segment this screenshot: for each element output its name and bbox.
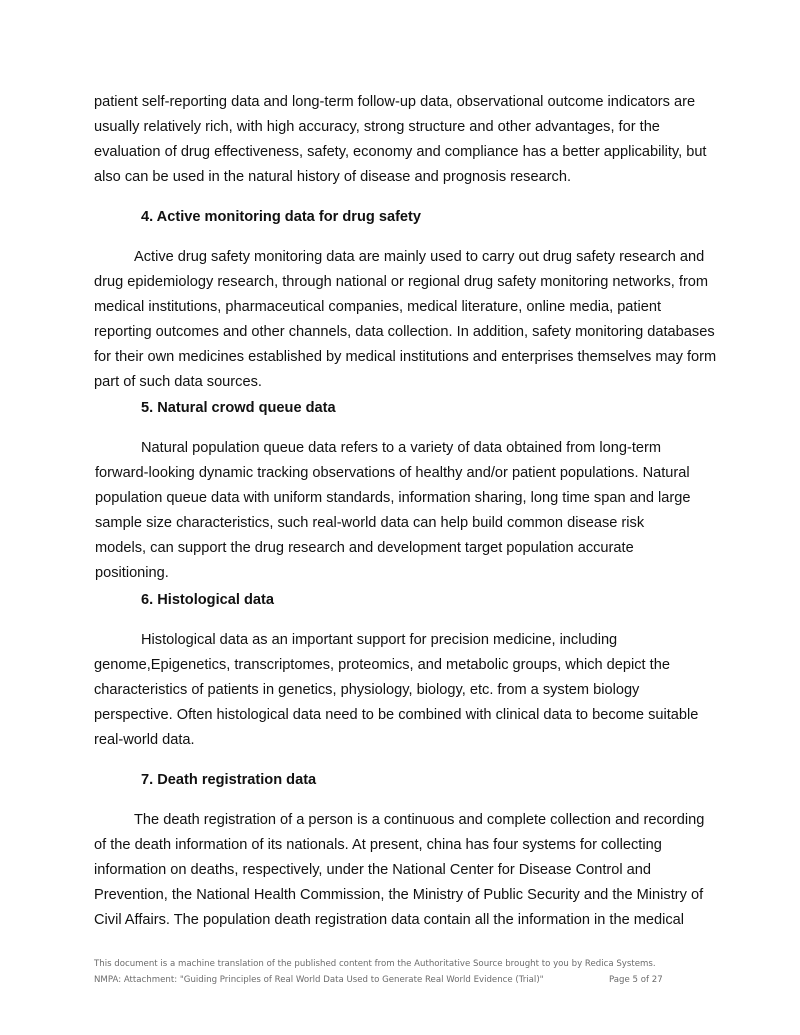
paragraph-line: characteristics of patients in genetics, physiology, biology, etc. from a system biology [94, 682, 640, 698]
section-heading-5: 5. Natural crowd queue data [141, 400, 336, 416]
paragraph-line: part of such data sources. [94, 374, 262, 390]
paragraph-line: for their own medicines established by medical institutions and enterprises themselves may form [94, 349, 717, 365]
section-heading-7: 7. Death registration data [141, 772, 317, 788]
paragraph-line: The death registration of a person is a continuous and complete collection and recording [134, 812, 705, 828]
footer-page-number: Page 5 of 27 [609, 975, 663, 985]
paragraph-line: positioning. [95, 565, 169, 581]
paragraph-line: models, can support the drug research and development target population accurate [95, 540, 634, 556]
paragraph-line: Natural population queue data refers to a variety of data obtained from long-term [141, 440, 662, 456]
paragraph-line: usually relatively rich, with high accuracy, strong structure and other advantages, for the [94, 119, 660, 135]
paragraph-line: population queue data with uniform standards, information sharing, long time span and large [95, 490, 691, 506]
paragraph-line: also can be used in the natural history of disease and prognosis research. [94, 169, 572, 185]
paragraph-line: evaluation of drug effectiveness, safety, economy and compliance has a better applicability, but [94, 144, 707, 160]
paragraph-line: Active drug safety monitoring data are mainly used to carry out drug safety research and [134, 249, 705, 265]
paragraph-line: sample size characteristics, such real-world data can help build common disease risk [95, 515, 645, 531]
paragraph-line: Histological data as an important support for precision medicine, including [141, 632, 618, 648]
paragraph-line: medical institutions, pharmaceutical companies, medical literature, online media, patient [94, 299, 662, 315]
paragraph-line: forward-looking dynamic tracking observations of healthy and/or patient populations. Natural [95, 465, 690, 481]
paragraph-line: Civil Affairs. The population death registration data contain all the information in the medical [94, 912, 685, 928]
section-heading-4: 4. Active monitoring data for drug safety [141, 209, 422, 225]
paragraph-line: drug epidemiology research, through national or regional drug safety monitoring networks, from [94, 274, 709, 290]
paragraph-line: reporting outcomes and other channels, data collection. In addition, safety monitoring databases [94, 324, 715, 340]
paragraph-line: Prevention, the National Health Commission, the Ministry of Public Security and the Ministry of [94, 887, 704, 903]
paragraph-line: information on deaths, respectively, under the National Center for Disease Control and [94, 862, 652, 878]
paragraph-line: patient self-reporting data and long-term follow-up data, observational outcome indicators are [94, 94, 696, 110]
footer-document-title: NMPA: Attachment: "Guiding Principles of Real World Data Used to Generate Real World Evidence (Trial)" [94, 975, 544, 985]
paragraph-line: of the death information of its nationals. At present, china has four systems for collecting [94, 837, 662, 853]
paragraph-line: real-world data. [94, 732, 195, 748]
footer-disclaimer: This document is a machine translation of the published content from the Authoritative Source brought to you by Redica Systems. [94, 959, 656, 969]
paragraph-line: perspective. Often histological data need to be combined with clinical data to become suitable [94, 707, 699, 723]
section-heading-6: 6. Histological data [141, 592, 274, 608]
paragraph-line: genome,Epigenetics, transcriptomes, proteomics, and metabolic groups, which depict the [94, 657, 670, 673]
